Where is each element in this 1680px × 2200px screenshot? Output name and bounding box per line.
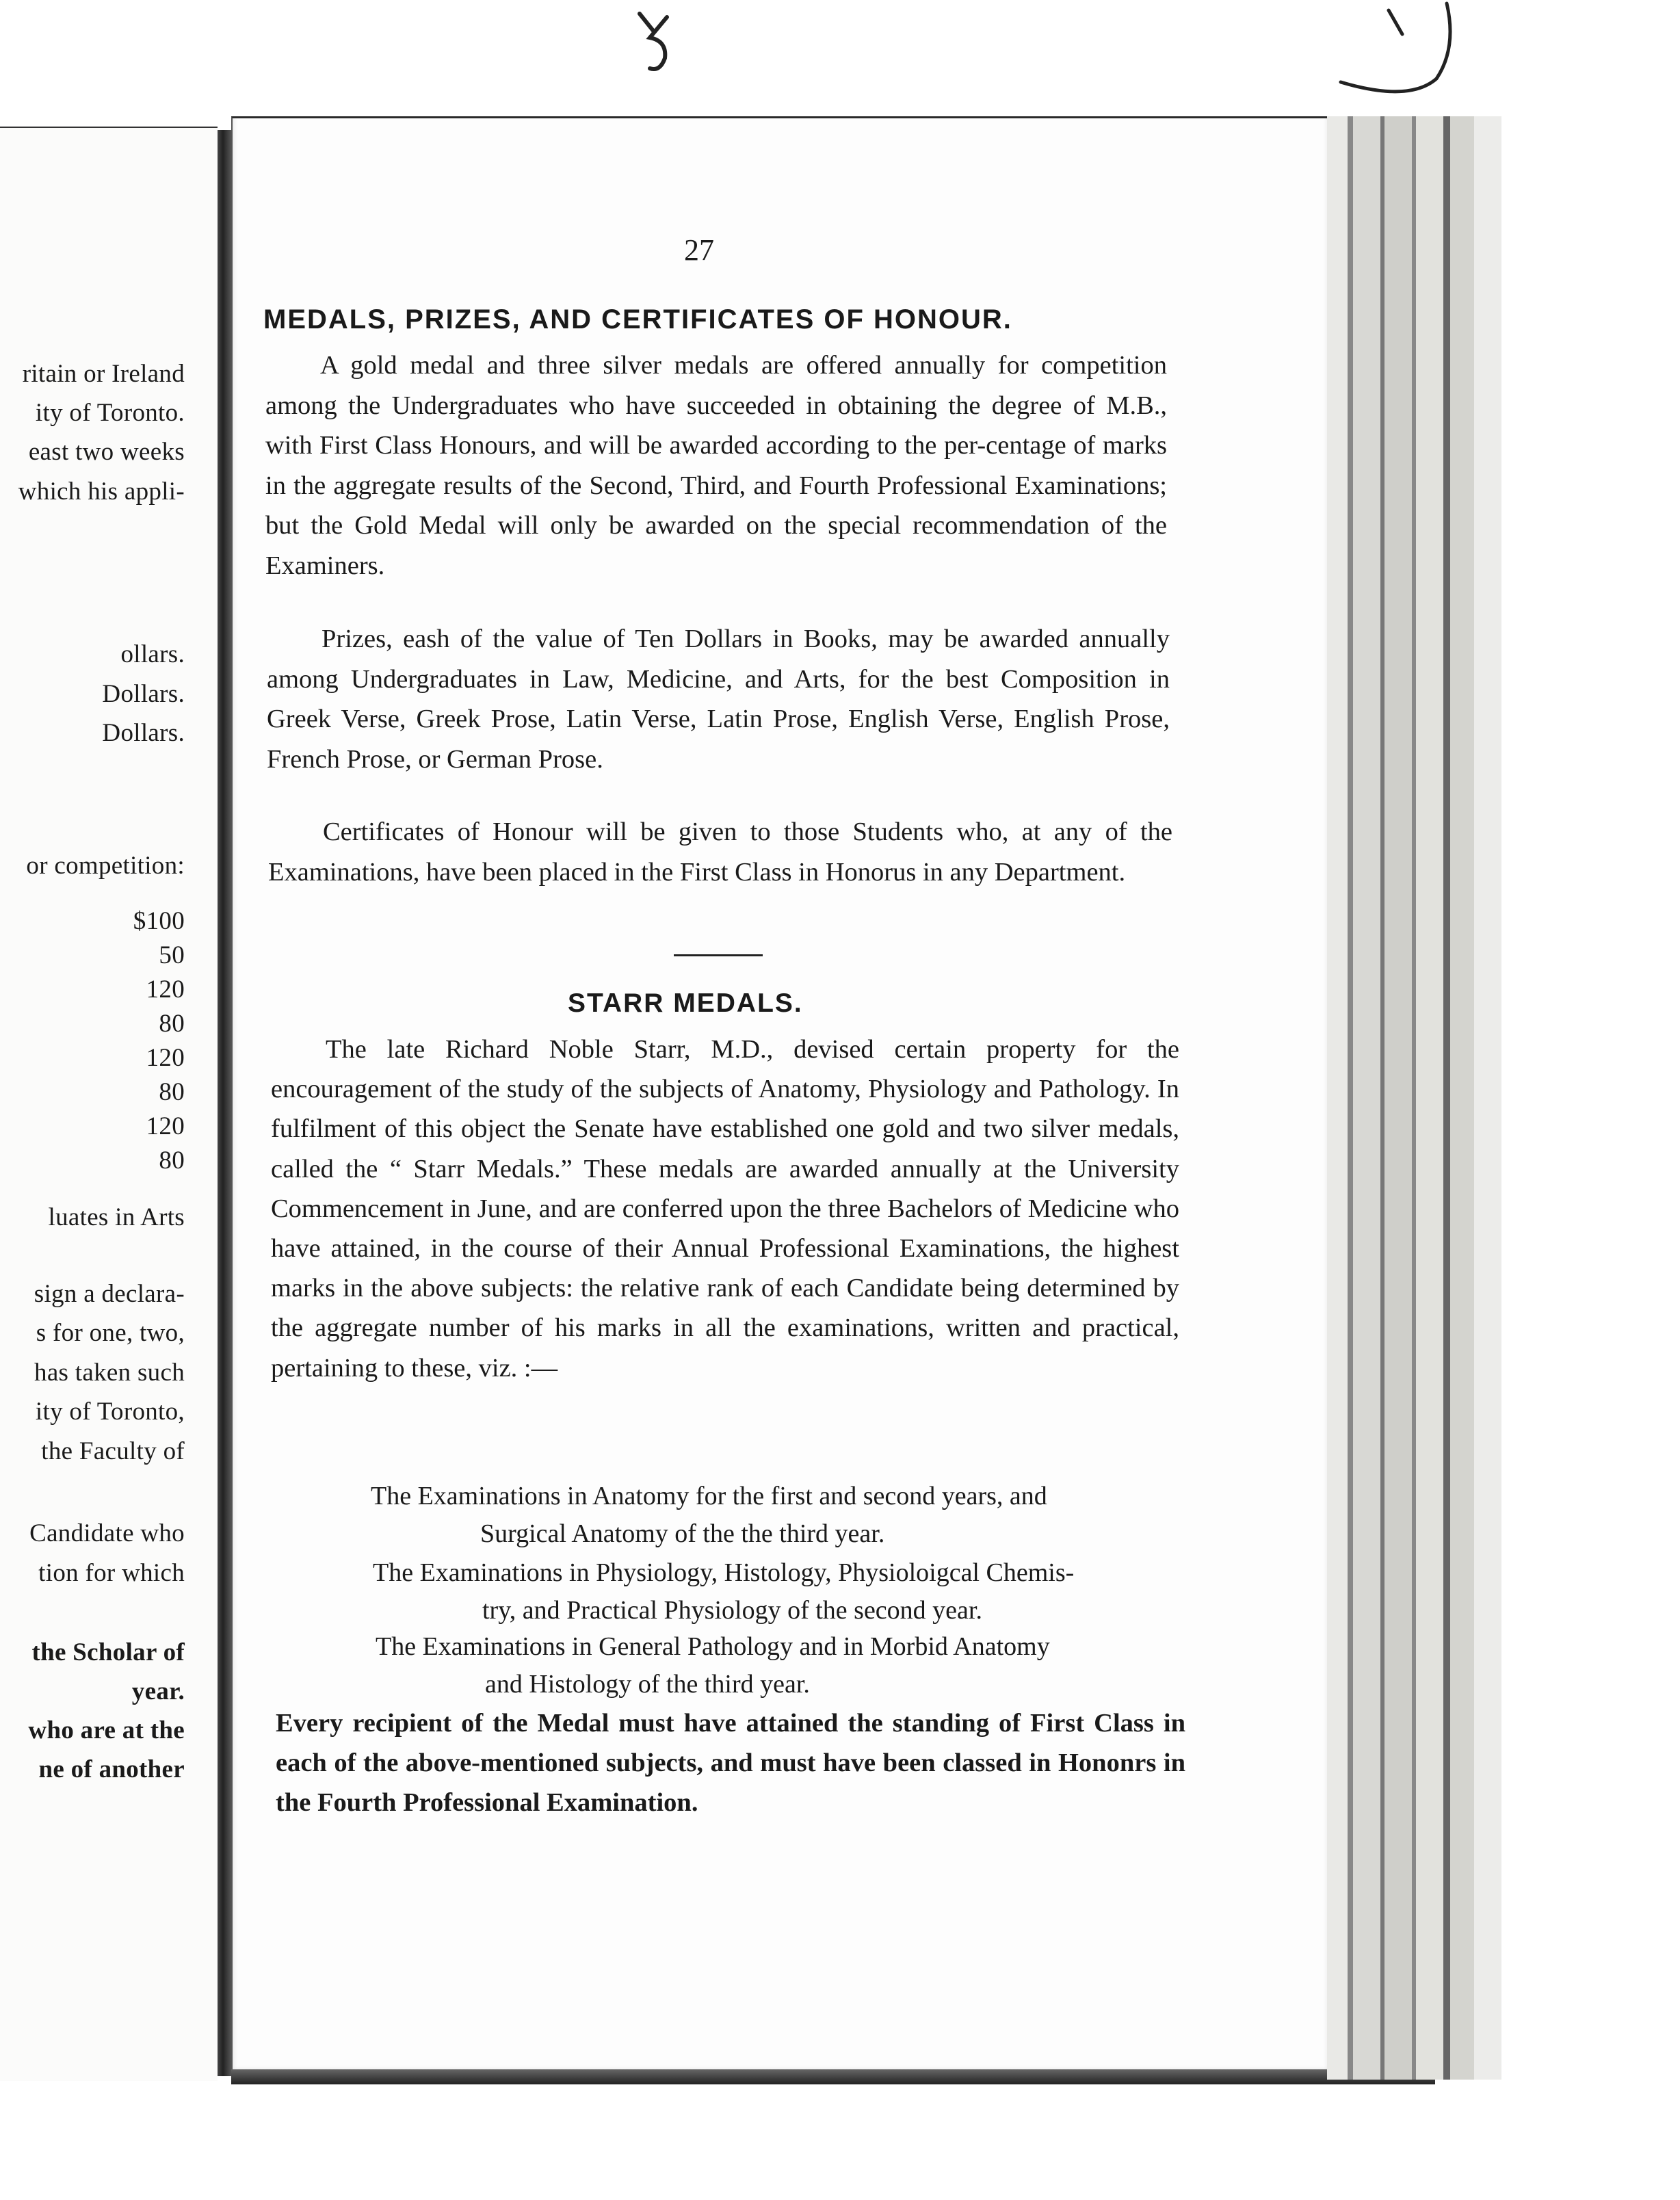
list-item-first-line: The Examinations in Physiology, Histology, Physioloigcal Chemis- [373, 1558, 1075, 1587]
left-text-line: who are at the [28, 1716, 185, 1744]
edge-strip [1348, 116, 1353, 2080]
left-text-line: tion for which [38, 1559, 185, 1587]
left-text-line: 50 [159, 941, 185, 969]
left-page-gutter [218, 130, 231, 2076]
paragraph-certificates [268, 812, 1172, 892]
list-item-continuation: and Histology of the third year. [485, 1670, 810, 1699]
left-text-line: which his appli- [18, 477, 185, 506]
book-page-edges [1327, 116, 1522, 2080]
edge-strip [1327, 116, 1348, 2080]
paragraph-text: Every recipient of the Medal must have attained the standing of First Class in each of the above-mentioned subjects, and must have been classed in Hononrs in the Fourth Professional Examination. [276, 1709, 1185, 1817]
left-text-line: year. [131, 1677, 185, 1705]
page-bottom-edge [231, 2069, 1435, 2084]
left-text-line: 120 [146, 1112, 185, 1140]
left-text-line: ity of Toronto. [35, 399, 185, 427]
edge-strip [1450, 116, 1474, 2080]
left-text-line: 80 [159, 1010, 185, 1038]
left-text-line: Candidate who [29, 1519, 185, 1547]
left-text-line: ritain or Ireland [22, 360, 185, 388]
page-number: 27 [684, 233, 714, 267]
left-text-line: 80 [159, 1078, 185, 1106]
left-text-line: Dollars. [102, 719, 185, 747]
left-text-line: the Faculty of [41, 1437, 185, 1465]
edge-strip [1416, 116, 1443, 2080]
paragraph-gold-medal [265, 345, 1167, 586]
left-text-line: ne of another [38, 1755, 185, 1783]
edge-strip [1384, 116, 1412, 2080]
edge-strip [1474, 116, 1501, 2080]
left-text-line: the Scholar of [31, 1638, 185, 1666]
left-text-line: or competition: [26, 852, 185, 880]
left-text-line: 80 [159, 1147, 185, 1175]
left-text-line: 120 [146, 1044, 185, 1072]
left-text-line: sign a declara- [34, 1280, 185, 1308]
left-text-line: s for one, two, [36, 1319, 185, 1347]
left-text-line: east two weeks [28, 438, 185, 466]
left-text-line: 120 [146, 975, 185, 1004]
paragraph-text: Certificates of Honour will be given to those Students who, at any of the Examinations, have been placed in the First Class in Honorus in any Department. [268, 817, 1172, 887]
section-heading-medals: MEDALS, PRIZES, AND CERTIFICATES OF HONOUR. [263, 304, 1012, 335]
list-item-continuation: try, and Practical Physiology of the second year. [482, 1596, 982, 1625]
left-text-line: ity of Toronto, [35, 1398, 185, 1426]
handwritten-bracket-mark [1341, 3, 1450, 92]
paragraph-medal-requirements [276, 1703, 1185, 1822]
list-item-first-line: The Examinations in General Pathology and in Morbid Anatomy [376, 1632, 1050, 1661]
left-text-line: has taken such [34, 1359, 185, 1387]
paragraph-text: The late Richard Noble Starr, M.D., devised certain property for the encouragement of the study of the subjects of Anatomy, Physiology and Pathology. In fulfilment of this object the Senate have established one gold and two silver medals, called the “ Starr Medals.” These medals are awarded annually at the University Commencement in June, and are conferred upon the three Bachelors of Medicine who have attained, in the course of their Annual Professional Examinations, the highest marks in the above subjects: the relative rank of each Candidate being determined by the aggregate number of his marks in all the examinations, written and practical, pertaining to these, viz. :— [271, 1035, 1179, 1383]
paragraph-starr-intro [271, 1030, 1179, 1388]
left-text-line: Dollars. [102, 680, 185, 708]
paragraph-text: Prizes, eash of the value of Ten Dollars in Books, may be awarded annually among Undergraduates in Law, Medicine, and Arts, for the best Composition in Greek Verse, Greek Prose, Latin Verse, Latin Prose, English Verse, English Prose, French Prose, or German Prose. [267, 625, 1170, 774]
paragraph-text: A gold medal and three silver medals are offered annually for competition among the Undergraduates who have succeeded in obtaining the degree of M.B., with First Class Honours, and will be awarded according to the per-centage of marks in the aggregate results of the Second, Third, and Fourth Professional Examinations; but the Gold Medal will only be awarded on the special recommendation of the Examiners. [265, 351, 1167, 580]
section-divider [674, 954, 763, 956]
list-item-pathology [376, 1628, 1196, 1703]
section-heading-starr: STARR MEDALS. [568, 988, 803, 1018]
handwritten-five-mark [640, 14, 667, 69]
edge-strip [1443, 116, 1450, 2080]
list-item-first-line: The Examinations in Anatomy for the first and second years, and [371, 1482, 1047, 1510]
left-text-line: $100 [133, 907, 185, 935]
left-text-line: ollars. [120, 640, 185, 668]
list-item-physiology [373, 1554, 1194, 1629]
left-text-line: luates in Arts [48, 1203, 185, 1231]
paragraph-prizes [267, 619, 1170, 779]
list-item-continuation: Surgical Anatomy of the the third year. [480, 1519, 885, 1548]
list-item-anatomy [371, 1478, 1192, 1553]
edge-strip [1353, 116, 1380, 2080]
